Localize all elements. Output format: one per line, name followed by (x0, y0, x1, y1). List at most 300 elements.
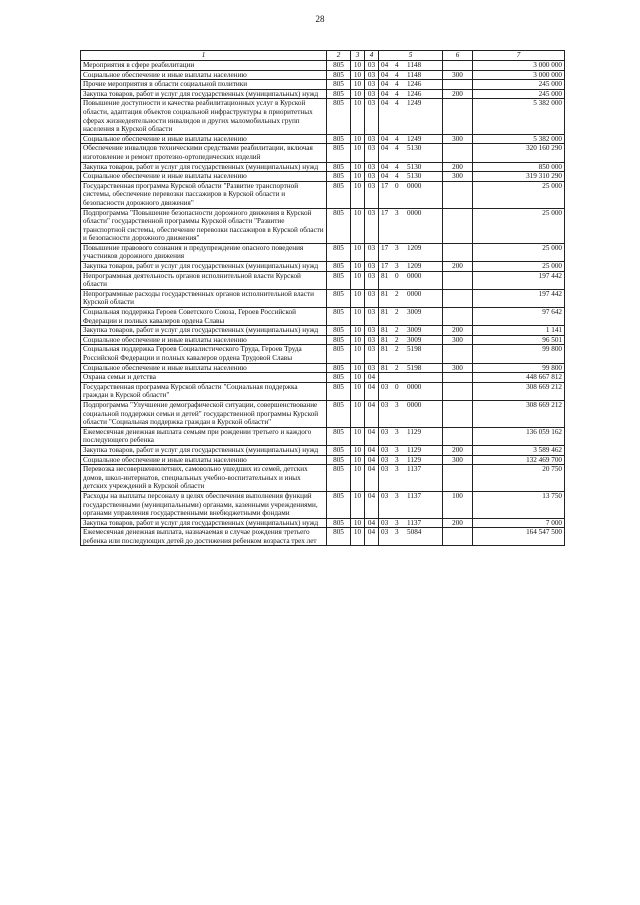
row-rz: 10 (351, 61, 365, 71)
row-pr: 04 (365, 528, 379, 546)
row-sum: 1 141 (473, 326, 565, 336)
table-row (81, 172, 565, 182)
row-rz: 10 (351, 382, 365, 400)
row-rz: 10 (351, 465, 365, 492)
row-sum: 136 059 162 (473, 427, 565, 445)
row-sum: 164 547 500 (473, 528, 565, 546)
row-name: Закупка товаров, работ и услуг для государственных (муниципальных) нужд (81, 518, 327, 528)
row-rz: 10 (351, 70, 365, 80)
row-sum: 308 669 212 (473, 382, 565, 400)
row-rz: 10 (351, 326, 365, 336)
row-cs1: 03 (381, 427, 389, 436)
row-vr (443, 144, 473, 162)
table-row (81, 382, 565, 400)
row-cs3: 0000 (407, 208, 422, 217)
table-row (81, 528, 565, 546)
row-cs3: 0000 (407, 400, 422, 409)
row-gr: 805 (327, 373, 351, 383)
row-pr: 03 (365, 80, 379, 90)
row-name: Закупка товаров, работ и услуг для государственных (муниципальных) нужд (81, 262, 327, 272)
header-cell: 2 (327, 51, 351, 61)
row-sum: 5 382 000 (473, 99, 565, 134)
row-name: Социальное обеспечение и иные выплаты населению (81, 455, 327, 465)
row-cs3: 1209 (407, 243, 422, 252)
row-cs2: 4 (395, 99, 399, 108)
table-row (81, 89, 565, 99)
row-name: Подпрограмма "Улучшение демографической ситуации, совершенствование социальной поддержки семьи и детей" государственной программы Курской области "Социальная поддержка граждан в Курской области" (81, 400, 327, 427)
row-gr: 805 (327, 61, 351, 71)
row-pr: 03 (365, 89, 379, 99)
row-name: Ежемесячная денежная выплата, назначаемая в случае рождения третьего ребенка или последующих детей до достижения ребенком возраста трех лет (81, 528, 327, 546)
row-gr: 805 (327, 345, 351, 363)
table-row (81, 335, 565, 345)
row-cs (379, 181, 443, 208)
row-sum: 5 382 000 (473, 134, 565, 144)
row-pr: 03 (365, 162, 379, 172)
row-sum: 320 160 290 (473, 144, 565, 162)
row-cs2: 3 (395, 465, 399, 474)
row-cs2: 4 (395, 172, 399, 181)
row-cs3: 3009 (407, 335, 422, 344)
row-pr: 04 (365, 427, 379, 445)
table-row (81, 181, 565, 208)
row-cs2: 2 (395, 326, 399, 335)
table-row (81, 162, 565, 172)
row-pr: 03 (365, 172, 379, 182)
row-cs (379, 144, 443, 162)
row-cs1: 03 (381, 445, 389, 454)
row-cs (379, 89, 443, 99)
row-cs2: 3 (395, 445, 399, 454)
row-vr (443, 181, 473, 208)
row-rz: 10 (351, 99, 365, 134)
row-vr: 300 (443, 363, 473, 373)
row-sum: 3 000 000 (473, 70, 565, 80)
row-sum: 3 589 462 (473, 445, 565, 455)
row-cs (379, 363, 443, 373)
row-cs3: 1137 (407, 465, 422, 474)
row-name: Прочие мероприятия в области социальной политики (81, 80, 327, 90)
row-sum: 96 501 (473, 335, 565, 345)
row-pr: 03 (365, 70, 379, 80)
row-pr: 03 (365, 262, 379, 272)
row-cs1: 04 (381, 70, 389, 79)
row-vr (443, 345, 473, 363)
row-sum: 308 669 212 (473, 400, 565, 427)
row-name: Закупка товаров, работ и услуг для государственных (муниципальных) нужд (81, 89, 327, 99)
row-gr: 805 (327, 99, 351, 134)
row-cs3: 1148 (407, 61, 422, 69)
row-pr: 03 (365, 61, 379, 71)
row-vr: 300 (443, 134, 473, 144)
row-name: Расходы на выплаты персоналу в целях обеспечения выполнения функций государственными (муниципальными) органами, казенными учреждениями, органами управления государственными внебюджетными фондами (81, 491, 327, 518)
row-rz: 10 (351, 400, 365, 427)
row-sum: 97 642 (473, 308, 565, 326)
row-gr: 805 (327, 243, 351, 261)
table-header-row (81, 51, 565, 61)
row-cs2: 3 (395, 262, 399, 271)
header-cell: 1 (81, 51, 327, 61)
row-gr: 805 (327, 427, 351, 445)
row-gr: 805 (327, 335, 351, 345)
row-cs1: 03 (381, 491, 389, 500)
row-rz: 10 (351, 528, 365, 546)
row-name: Социальное обеспечение и иные выплаты населению (81, 70, 327, 80)
row-cs1: 04 (381, 61, 389, 69)
row-vr (443, 427, 473, 445)
row-cs (379, 345, 443, 363)
row-vr (443, 80, 473, 90)
row-rz: 10 (351, 181, 365, 208)
table-row (81, 308, 565, 326)
row-pr: 03 (365, 144, 379, 162)
row-cs3: 1148 (407, 70, 422, 79)
row-cs1: 81 (381, 289, 389, 298)
row-name: Непрограммная деятельность органов исполнительной власти Курской области (81, 271, 327, 289)
row-vr (443, 465, 473, 492)
row-cs (379, 528, 443, 546)
row-cs2: 2 (395, 289, 399, 298)
row-cs2: 3 (395, 400, 399, 409)
row-vr (443, 382, 473, 400)
row-cs3: 1137 (407, 491, 422, 500)
row-cs (379, 262, 443, 272)
row-sum: 448 667 812 (473, 373, 565, 383)
row-rz: 10 (351, 162, 365, 172)
row-cs3: 3009 (407, 326, 422, 335)
row-name: Социальная поддержка Героев Советского Союза, Героев Российской Федерации и полных кавалеров ордена Славы (81, 308, 327, 326)
row-pr: 03 (365, 181, 379, 208)
table-row (81, 400, 565, 427)
row-name: Государственная программа Курской области "Социальная поддержка граждан в Курской области" (81, 382, 327, 400)
row-gr: 805 (327, 400, 351, 427)
row-vr: 200 (443, 162, 473, 172)
row-vr: 300 (443, 455, 473, 465)
row-cs3: 0000 (407, 289, 422, 298)
row-cs1: 04 (381, 80, 389, 89)
row-cs2: 4 (395, 70, 399, 79)
row-cs1: 04 (381, 89, 389, 98)
row-cs3: 3009 (407, 308, 422, 317)
row-pr: 03 (365, 134, 379, 144)
row-rz: 10 (351, 89, 365, 99)
row-cs1: 17 (381, 208, 389, 217)
row-name: Повышение доступности и качества реабилитационных услуг в Курской области, адаптация объектов социальной инфраструктуры в приоритетных сферах жизнедеятельности инвалидов и других маломобильных групп населения в Курской области (81, 99, 327, 134)
row-gr: 805 (327, 289, 351, 307)
row-sum: 245 000 (473, 80, 565, 90)
row-gr: 805 (327, 262, 351, 272)
row-cs3: 1137 (407, 518, 422, 527)
row-cs1: 81 (381, 326, 389, 335)
row-gr: 805 (327, 465, 351, 492)
row-cs (379, 491, 443, 518)
row-name: Перевозка несовершеннолетних, самовольно ушедших из семей, детских домов, школ-интернатов, специальных учебно-воспитательных и иных детских учреждений в Курской области (81, 465, 327, 492)
table-row (81, 208, 565, 243)
row-vr: 200 (443, 518, 473, 528)
table-row (81, 518, 565, 528)
row-name: Социальное обеспечение и иные выплаты населению (81, 172, 327, 182)
row-cs (379, 465, 443, 492)
row-cs (379, 243, 443, 261)
row-pr: 03 (365, 271, 379, 289)
row-cs3: 5130 (407, 144, 422, 153)
row-cs1: 17 (381, 181, 389, 190)
row-cs (379, 400, 443, 427)
row-cs1: 04 (381, 99, 389, 108)
header-cell: 5 (379, 51, 443, 61)
table-row (81, 345, 565, 363)
row-cs1: 81 (381, 345, 389, 354)
row-rz: 10 (351, 262, 365, 272)
row-rz: 10 (351, 345, 365, 363)
row-cs (379, 518, 443, 528)
row-name: Подпрограмма "Повышение безопасности дорожного движения в Курской области" государственной программы Курской области "Развитие транспортной системы, обеспечение перевозки пассажиров в Курской области и безопасности дорожного движения" (81, 208, 327, 243)
table-row (81, 491, 565, 518)
row-gr: 805 (327, 528, 351, 546)
row-vr: 300 (443, 335, 473, 345)
row-cs1: 03 (381, 382, 389, 391)
row-cs (379, 134, 443, 144)
row-rz: 10 (351, 363, 365, 373)
budget-table (80, 50, 565, 546)
row-cs3: 0000 (407, 181, 422, 190)
row-sum: 197 442 (473, 271, 565, 289)
row-cs (379, 382, 443, 400)
row-rz: 10 (351, 445, 365, 455)
row-pr: 03 (365, 243, 379, 261)
row-cs (379, 445, 443, 455)
row-cs1: 04 (381, 144, 389, 153)
row-cs (379, 455, 443, 465)
row-pr: 04 (365, 445, 379, 455)
row-cs3: 5084 (407, 528, 422, 537)
row-cs2: 4 (395, 144, 399, 153)
row-cs3: 5130 (407, 162, 422, 171)
row-vr: 100 (443, 491, 473, 518)
row-cs (379, 271, 443, 289)
row-name: Ежемесячная денежная выплата семьям при рождении третьего и каждого последующего ребенка (81, 427, 327, 445)
row-vr (443, 400, 473, 427)
row-rz: 10 (351, 491, 365, 518)
row-sum: 197 442 (473, 289, 565, 307)
row-cs2: 2 (395, 363, 399, 372)
row-cs (379, 162, 443, 172)
row-pr: 04 (365, 518, 379, 528)
row-cs1: 81 (381, 271, 389, 280)
row-gr: 805 (327, 144, 351, 162)
row-cs1: 81 (381, 335, 389, 344)
row-cs (379, 208, 443, 243)
row-gr: 805 (327, 491, 351, 518)
row-name: Социальное обеспечение и иные выплаты населению (81, 134, 327, 144)
row-cs2: 4 (395, 89, 399, 98)
header-cell: 4 (365, 51, 379, 61)
row-cs1: 04 (381, 162, 389, 171)
row-sum: 245 000 (473, 89, 565, 99)
row-name: Социальная поддержка Героев Социалистического Труда, Героев Труда Российской Федерации и полных кавалеров ордена Трудовой Славы (81, 345, 327, 363)
row-cs3: 5130 (407, 172, 422, 181)
row-cs1: 03 (381, 455, 389, 464)
row-sum: 132 469 700 (473, 455, 565, 465)
row-cs1: 17 (381, 262, 389, 271)
row-cs3: 1249 (407, 134, 422, 143)
row-cs2: 2 (395, 345, 399, 354)
table-row (81, 326, 565, 336)
row-sum: 99 800 (473, 345, 565, 363)
row-gr: 805 (327, 172, 351, 182)
row-cs3: 0000 (407, 271, 422, 280)
row-cs (379, 308, 443, 326)
table-row (81, 455, 565, 465)
row-pr: 03 (365, 326, 379, 336)
row-vr (443, 61, 473, 71)
row-vr (443, 243, 473, 261)
row-cs2: 4 (395, 61, 399, 69)
row-name: Повышение правового сознания и предупреждение опасного поведения участников дорожного движения (81, 243, 327, 261)
row-pr: 04 (365, 465, 379, 492)
row-cs (379, 99, 443, 134)
row-pr: 04 (365, 373, 379, 383)
row-cs3: 1246 (407, 80, 422, 89)
row-cs (379, 61, 443, 71)
row-cs1: 03 (381, 528, 389, 537)
row-pr: 04 (365, 400, 379, 427)
row-cs2: 3 (395, 208, 399, 217)
header-cell: 3 (351, 51, 365, 61)
row-rz: 10 (351, 373, 365, 383)
table-row (81, 289, 565, 307)
row-cs3: 1129 (407, 427, 422, 436)
row-rz: 10 (351, 289, 365, 307)
row-cs2: 0 (395, 271, 399, 280)
row-rz: 10 (351, 243, 365, 261)
row-rz: 10 (351, 134, 365, 144)
row-cs (379, 70, 443, 80)
row-cs3: 0000 (407, 382, 422, 391)
row-vr: 300 (443, 70, 473, 80)
table-row (81, 144, 565, 162)
row-cs (379, 326, 443, 336)
row-gr: 805 (327, 308, 351, 326)
table-row (81, 445, 565, 455)
row-name: Социальное обеспечение и иные выплаты населению (81, 363, 327, 373)
row-sum: 25 000 (473, 181, 565, 208)
row-cs3: 1209 (407, 262, 422, 271)
row-sum: 13 750 (473, 491, 565, 518)
table-row (81, 363, 565, 373)
row-name: Обеспечение инвалидов техническими средствами реабилитации, включая изготовление и ремонт протезно-ортопедических изделий (81, 144, 327, 162)
row-rz: 10 (351, 427, 365, 445)
row-cs (379, 427, 443, 445)
header-cell: 6 (443, 51, 473, 61)
row-cs3: 1129 (407, 445, 422, 454)
row-cs (379, 80, 443, 90)
row-gr: 805 (327, 80, 351, 90)
row-cs1: 04 (381, 134, 389, 143)
row-cs2: 2 (395, 335, 399, 344)
table-row (81, 80, 565, 90)
row-sum: 7 000 (473, 518, 565, 528)
row-cs2: 4 (395, 162, 399, 171)
table-row (81, 70, 565, 80)
row-gr: 805 (327, 134, 351, 144)
row-name: Социальное обеспечение и иные выплаты населению (81, 335, 327, 345)
row-sum: 99 800 (473, 363, 565, 373)
row-name: Охрана семьи и детства (81, 373, 327, 383)
table-row (81, 61, 565, 71)
row-pr: 03 (365, 208, 379, 243)
row-rz: 10 (351, 172, 365, 182)
row-sum: 25 000 (473, 243, 565, 261)
row-cs2: 3 (395, 427, 399, 436)
row-vr (443, 208, 473, 243)
row-cs (379, 373, 443, 383)
row-gr: 805 (327, 162, 351, 172)
row-rz: 10 (351, 335, 365, 345)
row-gr: 805 (327, 89, 351, 99)
row-vr (443, 528, 473, 546)
row-rz: 10 (351, 80, 365, 90)
row-name: Мероприятия в сфере реабилитации (81, 61, 327, 71)
row-cs (379, 289, 443, 307)
row-sum: 319 310 290 (473, 172, 565, 182)
row-vr: 200 (443, 89, 473, 99)
row-gr: 805 (327, 445, 351, 455)
row-rz: 10 (351, 308, 365, 326)
row-vr (443, 289, 473, 307)
row-cs3: 1246 (407, 89, 422, 98)
row-gr: 805 (327, 363, 351, 373)
page-number: 28 (315, 14, 325, 24)
table-row (81, 271, 565, 289)
row-rz: 10 (351, 518, 365, 528)
row-name: Закупка товаров, работ и услуг для государственных (муниципальных) нужд (81, 445, 327, 455)
row-gr: 805 (327, 518, 351, 528)
row-cs3: 1129 (407, 455, 422, 464)
row-sum: 850 000 (473, 162, 565, 172)
row-vr: 200 (443, 326, 473, 336)
row-rz: 10 (351, 455, 365, 465)
row-pr: 03 (365, 289, 379, 307)
row-pr: 03 (365, 99, 379, 134)
row-gr: 805 (327, 208, 351, 243)
row-vr: 200 (443, 445, 473, 455)
table-row (81, 427, 565, 445)
row-name: Закупка товаров, работ и услуг для государственных (муниципальных) нужд (81, 162, 327, 172)
row-vr (443, 271, 473, 289)
row-gr: 805 (327, 326, 351, 336)
row-gr: 805 (327, 70, 351, 80)
row-cs3: 1249 (407, 99, 422, 108)
row-cs2: 3 (395, 518, 399, 527)
table-row (81, 99, 565, 134)
row-cs1: 17 (381, 243, 389, 252)
row-gr: 805 (327, 181, 351, 208)
table-row (81, 134, 565, 144)
row-name: Государственная программа Курской области "Развитие транспортной системы, обеспечение перевозки пассажиров в Курской области и безопасности дорожного движения" (81, 181, 327, 208)
row-name: Непрограммные расходы государственных органов исполнительной власти Курской области (81, 289, 327, 307)
row-pr: 03 (365, 308, 379, 326)
row-vr (443, 99, 473, 134)
row-cs1: 81 (381, 363, 389, 372)
row-rz: 10 (351, 271, 365, 289)
row-vr (443, 308, 473, 326)
row-cs2: 3 (395, 455, 399, 464)
row-cs2: 0 (395, 181, 399, 190)
row-pr: 03 (365, 345, 379, 363)
row-rz: 10 (351, 208, 365, 243)
row-cs2: 4 (395, 134, 399, 143)
